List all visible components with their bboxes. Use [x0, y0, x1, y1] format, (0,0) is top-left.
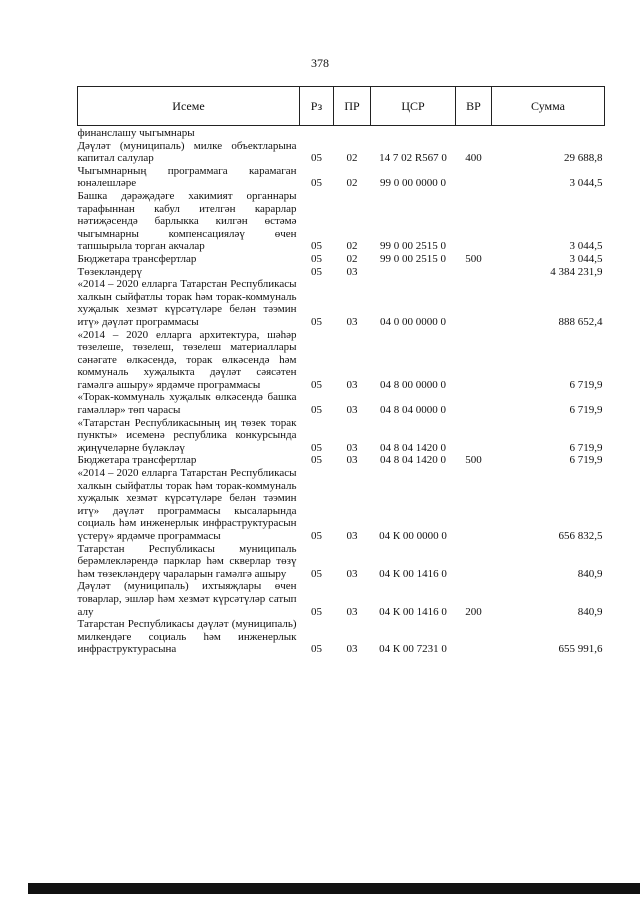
row-name: Дәүләт (муниципаль) ихтыяҗлары өчен товарлар, эшләр һәм хезмәт күрсәтүләр сатып алу [77, 580, 297, 618]
row-sum: 840,9 [577, 567, 603, 580]
row-csr [371, 126, 456, 140]
row-rz: 05 [311, 454, 322, 467]
row-sum: 840,9 [577, 605, 603, 618]
row-sum: 3 044,5 [569, 240, 603, 253]
row-sum: 6 719,9 [569, 454, 603, 467]
row-rz: 05 [311, 567, 322, 580]
row-csr: 04 К 00 0000 0 [379, 530, 447, 542]
row-name: «Татарстан Республикасының иң төзек торак пункты» исеменә республика конкурсында җиңүчеләрне бүләкләү [77, 416, 297, 454]
row-pr: 03 [346, 605, 358, 618]
row-rz: 05 [311, 378, 322, 391]
row-csr: 04 К 00 1416 0 [379, 605, 447, 618]
row-rz: 05 [311, 315, 322, 328]
header-name: Исеме [78, 87, 300, 126]
table-row [78, 391, 605, 416]
row-sum: 3 044,5 [569, 177, 603, 190]
row-vr [456, 417, 492, 455]
row-csr [371, 266, 456, 279]
row-rz: 05 [311, 240, 322, 253]
row-name: «2014 – 2020 елларга Татарстан Республикасы халкын сыйфатлы торак һәм торак-коммуналь хуҗалык хезмәт күрсәтүләре белән тәэмин итү» дәүләт программасы [77, 278, 297, 328]
row-name: Бюджетара трансфертлар [77, 454, 197, 467]
header-pr: ПР [334, 87, 371, 126]
row-vr [456, 329, 492, 392]
table-row [78, 618, 605, 656]
table-row [78, 126, 605, 140]
row-name: Башка дәрәҗәдәге хакимият органнары тарафыннан кабул ителгән карарлар нәтиҗәсендә барлыкка килгән өстәмә чыгымнарны компенсацияләү өчен тапшырыла торган акчалар [77, 189, 297, 253]
row-rz: 05 [311, 643, 322, 656]
table-row [78, 467, 605, 543]
row-vr: 500 [465, 252, 482, 265]
row-name: Татарстан Республикасы муниципаль берәмлекләрендә парклар һәм скверлар төзү һәм төзекләндерү чараларын гамәлгә ашыру [77, 542, 297, 580]
row-pr: 03 [346, 530, 358, 542]
row-sum: 6 719,9 [569, 404, 603, 417]
row-pr: 02 [346, 252, 358, 265]
row-csr: 99 0 00 2515 0 [380, 252, 446, 265]
row-csr: 04 0 00 0000 0 [380, 315, 446, 328]
row-sum: 656 832,5 [558, 530, 603, 542]
row-pr: 03 [346, 567, 358, 580]
row-pr: 03 [346, 643, 358, 656]
table-row [78, 190, 605, 253]
row-pr: 02 [346, 240, 358, 253]
row-name: финанслашу чыгымнары [77, 127, 195, 139]
table-row [78, 253, 605, 266]
row-sum [492, 126, 605, 140]
row-rz: 05 [311, 252, 322, 265]
row-pr: 03 [346, 404, 358, 417]
row-pr: 02 [346, 177, 358, 190]
row-name: «2014 – 2020 елларга Татарстан Республикасы халкын сыйфатлы торак һәм торак-коммуналь хуҗалык хезмәт күрсәтүләре белән тәэмин итү» дәүләт программасы кысаларында социаль һәм инженерлык инфраструктурасын үстерү» ярдәмче программасы [77, 467, 297, 542]
row-sum: 888 652,4 [558, 315, 603, 328]
row-pr: 03 [346, 378, 358, 391]
row-name: «Торак-коммуналь хуҗалык өлкәсендә башка гамәлләр» төп чарасы [77, 391, 297, 417]
row-csr: 04 8 04 1420 0 [380, 441, 446, 454]
row-sum: 3 044,5 [569, 252, 603, 265]
table-row [78, 543, 605, 581]
table-row [78, 454, 605, 467]
table-row [78, 165, 605, 190]
header-csr: ЦСР [371, 87, 456, 126]
row-csr: 04 К 00 7231 0 [379, 643, 447, 656]
row-vr [456, 543, 492, 581]
row-vr: 200 [465, 605, 482, 618]
row-vr [456, 165, 492, 190]
row-rz: 05 [311, 530, 322, 542]
row-vr: 500 [465, 454, 482, 467]
header-vr: ВР [456, 87, 492, 126]
row-vr [456, 126, 492, 140]
table-row [78, 140, 605, 165]
row-pr: 03 [346, 315, 358, 328]
row-vr [456, 266, 492, 279]
row-csr: 14 7 02 R567 0 [379, 152, 447, 165]
row-sum: 655 991,6 [558, 643, 603, 656]
row-vr: 400 [465, 152, 482, 165]
row-name: Чыгымнарның программага карамаган юнәлешләре [77, 164, 297, 190]
table-row [78, 329, 605, 392]
row-pr: 03 [346, 265, 358, 278]
header-sum: Сумма [492, 87, 605, 126]
row-vr [456, 391, 492, 416]
row-csr: 99 0 00 2515 0 [380, 240, 446, 253]
row-pr: 03 [346, 441, 358, 454]
row-csr: 04 8 04 1420 0 [380, 454, 446, 467]
row-rz: 05 [311, 265, 322, 278]
row-name: Бюджетара трансфертлар [77, 252, 197, 265]
row-rz [300, 126, 334, 140]
table-header-row [78, 87, 605, 126]
budget-table [77, 86, 605, 656]
row-name: Төзекләндерү [77, 265, 143, 278]
page-number: 378 [311, 56, 329, 70]
table-row [78, 417, 605, 455]
row-csr: 04 8 04 0000 0 [380, 404, 446, 417]
row-sum: 4 384 231,9 [550, 265, 603, 278]
row-pr [334, 126, 371, 140]
row-pr: 02 [346, 152, 358, 165]
row-csr: 04 8 00 0000 0 [380, 378, 446, 391]
row-name: «2014 – 2020 елларга архитектура, шәһәр төзелеше, төзелеш, төзелеш материаллары сәнәгате өлкәсендә, торак өлкәсендә һәм коммуналь хуҗалыкта дәүләт сәясәтен гамәлгә ашыру» ярдәмче программасы [77, 328, 297, 391]
row-sum: 6 719,9 [569, 378, 603, 391]
row-rz: 05 [311, 152, 322, 165]
row-vr [456, 278, 492, 328]
header-rz: Рз [300, 87, 334, 126]
row-vr [456, 190, 492, 253]
row-name: Дәүләт (муниципаль) милке объектларына капитал салулар [77, 139, 297, 165]
table-row [78, 278, 605, 328]
row-sum: 29 688,8 [564, 152, 603, 165]
table-row [78, 266, 605, 279]
row-rz: 05 [311, 177, 322, 190]
table-row [78, 580, 605, 618]
row-csr: 04 К 00 1416 0 [379, 567, 447, 580]
row-vr [456, 467, 492, 543]
row-rz: 05 [311, 441, 322, 454]
row-vr [456, 618, 492, 656]
row-pr: 03 [346, 454, 358, 467]
row-csr: 99 0 00 0000 0 [380, 177, 446, 190]
row-rz: 05 [311, 605, 322, 618]
row-name: Татарстан Республикасы дәүләт (муниципаль) милкендәге социаль һәм инженерлык инфраструктурасына [77, 618, 297, 656]
row-rz: 05 [311, 404, 322, 417]
row-sum: 6 719,9 [569, 441, 603, 454]
scan-edge-bar [28, 883, 640, 894]
